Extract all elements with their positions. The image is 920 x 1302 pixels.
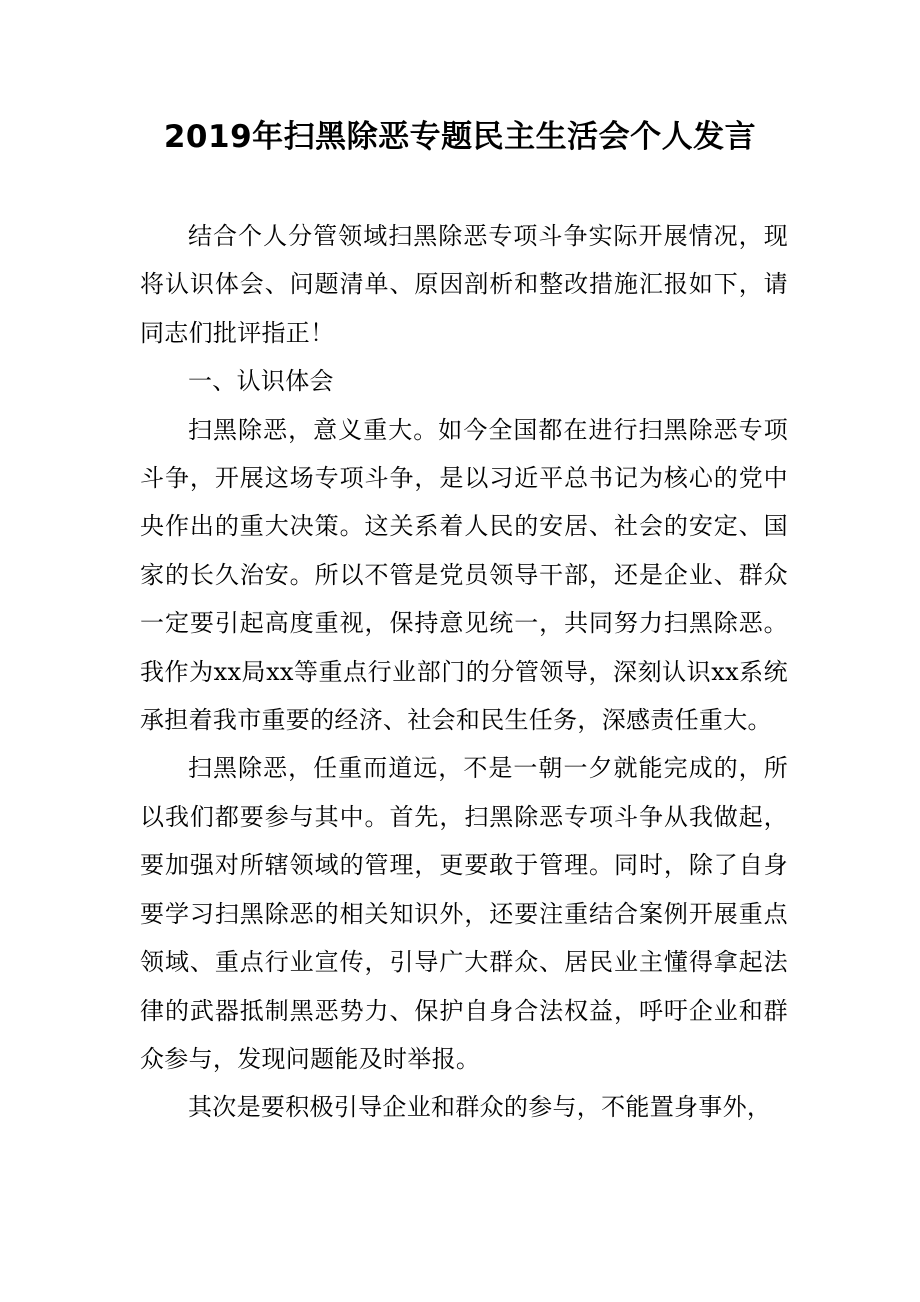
section-heading: 一、认识体会 <box>188 367 334 396</box>
body-paragraph: 扫黑除恶，意义重大。如今全国都在进行扫黑除恶专项斗争，开展这场专项斗争，是以习近平总书记为核心的党中央作出的重大决策。这关系着人民的安居、社会的安定、国家的长久治安。所以不管是党员领导干部，还是企业、群众一定要引起高度重视，保持意见统一，共同努力扫黑除恶。我作为xx局xx等重点行业部门的分管领导，深刻认识xx系统承担着我市重要的经济、社会和民生任务，深感责任重大。 <box>140 415 788 735</box>
document-body <box>140 212 788 1132</box>
document-title: 2019年扫黑除恶专题民主生活会个人发言 <box>163 119 757 155</box>
body-paragraph: 其次是要积极引导企业和群众的参与，不能置身事外， <box>188 1093 772 1122</box>
intro-paragraph: 结合个人分管领域扫黑除恶专项斗争实际开展情况，现将认识体会、问题清单、原因剖析和整改措施汇报如下，请同志们批评指正！ <box>140 222 788 347</box>
body-paragraph: 扫黑除恶，任重而道远，不是一朝一夕就能完成的，所以我们都要参与其中。首先，扫黑除恶专项斗争从我做起，要加强对所辖领域的管理，更要敢于管理。同时，除了自身要学习扫黑除恶的相关知识外，还要注重结合案例开展重点领域、重点行业宣传，引导广大群众、居民业主懂得拿起法律的武器抵制黑恶势力、保护自身合法权益，呼吁企业和群众参与，发现问题能及时举报。 <box>140 754 788 1073</box>
